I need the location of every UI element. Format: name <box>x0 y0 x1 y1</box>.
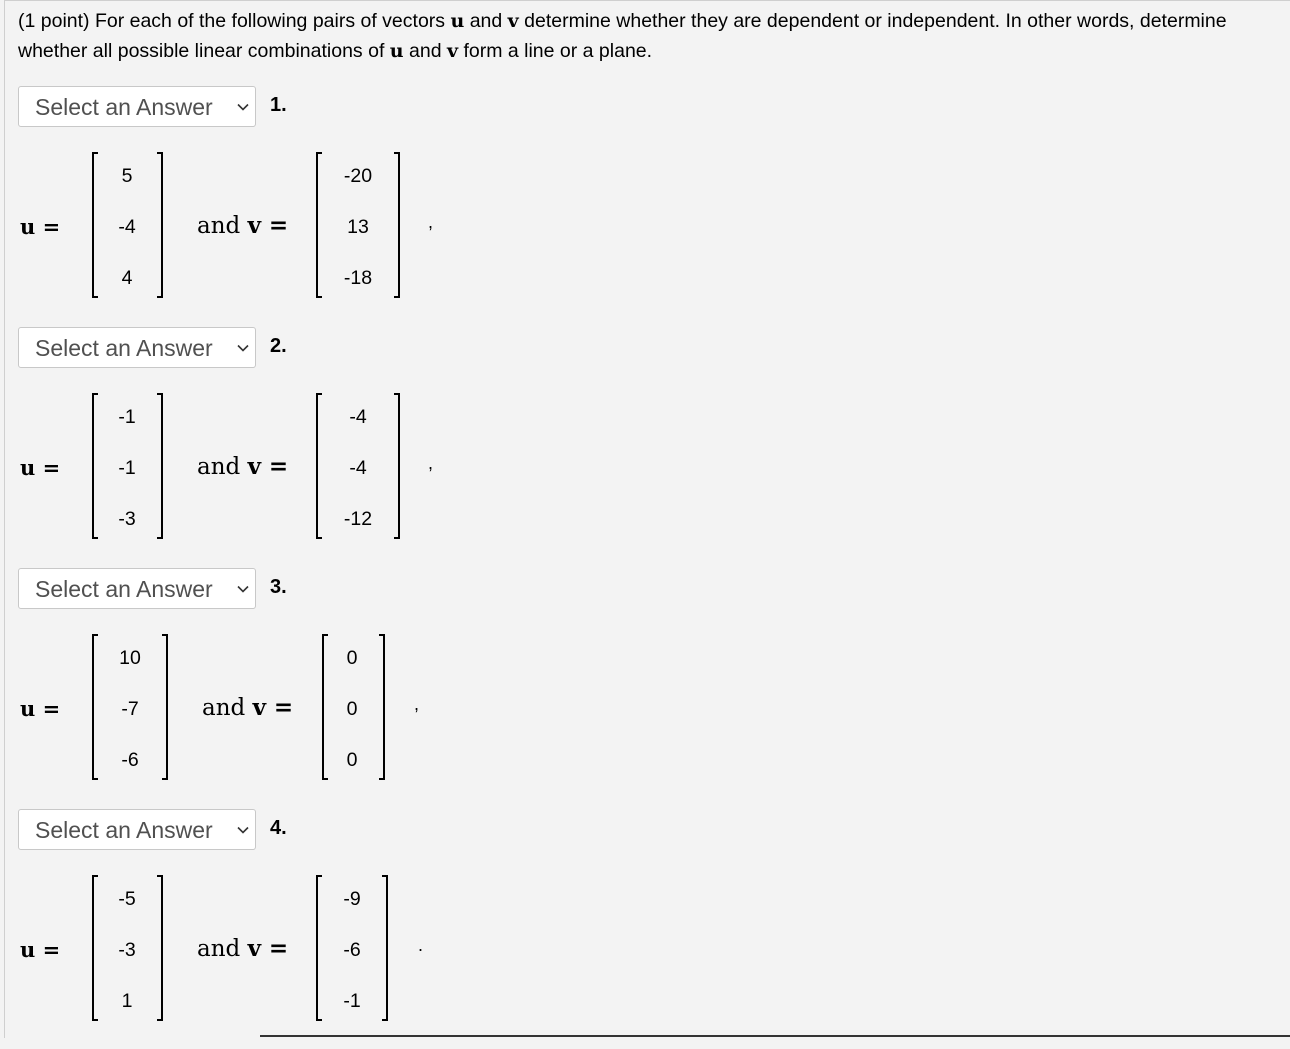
u-component-2: -4 <box>118 216 136 238</box>
problem-3 <box>0 568 1290 808</box>
chevron-down-icon <box>235 581 251 597</box>
answer-select-3-value: Select an Answer <box>35 576 213 602</box>
problem-4 <box>0 809 1290 1049</box>
chevron-down-icon <box>235 822 251 838</box>
problem-statement <box>18 6 1278 66</box>
statement-lead: (1 point) For each of the following pairs of vectors <box>18 10 451 32</box>
v-right-bracket <box>394 393 400 539</box>
u-component-1: -1 <box>118 406 136 428</box>
problem-number: 1. <box>270 94 287 116</box>
u-right-bracket <box>157 152 163 298</box>
chevron-down-icon <box>235 99 251 115</box>
answer-select-4-value: Select an Answer <box>35 817 213 843</box>
trailing-punctuation: , <box>428 453 434 473</box>
v-component-3: -12 <box>343 508 373 530</box>
trailing-punctuation: , <box>414 694 420 714</box>
frame-top-border <box>4 0 1290 1</box>
answer-select-1[interactable] <box>18 86 256 127</box>
v-component-3: -1 <box>343 990 361 1012</box>
vector-u-symbol-2: u <box>389 40 404 62</box>
vector-v-symbol-2: v <box>447 40 459 62</box>
u-right-bracket <box>157 875 163 1021</box>
u-equals-label: u = <box>20 937 61 962</box>
and-v-equals-label: and v = <box>197 212 289 239</box>
u-right-bracket <box>162 634 168 780</box>
v-left-bracket <box>316 393 322 539</box>
answer-select-2[interactable] <box>18 327 256 368</box>
u-component-3: 4 <box>121 267 133 289</box>
v-component-1: -20 <box>343 165 373 187</box>
problem-2 <box>0 327 1290 567</box>
u-equals-label: u = <box>20 696 61 721</box>
and-v-equals-label: and v = <box>202 694 294 721</box>
u-component-3: -3 <box>118 508 136 530</box>
v-component-1: -9 <box>343 888 361 910</box>
answer-select-1-value: Select an Answer <box>35 94 213 120</box>
v-component-3: -18 <box>343 267 373 289</box>
v-component-2: 0 <box>346 698 358 720</box>
problem-number: 3. <box>270 576 287 598</box>
and-v-equals-label: and v = <box>197 453 289 480</box>
statement-tail: form a line or a plane. <box>458 40 653 62</box>
answer-select-2-value: Select an Answer <box>35 335 213 361</box>
u-left-bracket <box>92 634 98 780</box>
v-component-2: -6 <box>343 939 361 961</box>
v-right-bracket <box>394 152 400 298</box>
u-right-bracket <box>157 393 163 539</box>
v-right-bracket <box>379 634 385 780</box>
answer-select-4[interactable] <box>18 809 256 850</box>
chevron-down-icon <box>235 340 251 356</box>
u-component-3: 1 <box>121 990 133 1012</box>
u-component-2: -3 <box>118 939 136 961</box>
u-component-2: -7 <box>121 698 139 720</box>
v-right-bracket <box>382 875 388 1021</box>
u-equals-label: u = <box>20 214 61 239</box>
v-component-2: 13 <box>347 216 369 238</box>
answer-select-3[interactable] <box>18 568 256 609</box>
v-component-1: 0 <box>346 647 358 669</box>
v-component-2: -4 <box>349 457 367 479</box>
u-component-1: 10 <box>119 647 141 669</box>
problem-number: 2. <box>270 335 287 357</box>
u-equals-label: u = <box>20 455 61 480</box>
u-component-2: -1 <box>118 457 136 479</box>
u-component-3: -6 <box>121 749 139 771</box>
u-component-1: 5 <box>121 165 133 187</box>
and-v-equals-label: and v = <box>197 935 289 962</box>
problem-1 <box>0 86 1290 326</box>
trailing-punctuation: . <box>418 935 424 955</box>
statement-and-2: and <box>403 40 447 62</box>
problem-number: 4. <box>270 817 287 839</box>
statement-and: and <box>464 10 508 32</box>
trailing-punctuation: , <box>428 212 434 232</box>
vector-u-symbol: u <box>450 10 465 32</box>
v-component-3: 0 <box>346 749 358 771</box>
u-component-1: -5 <box>118 888 136 910</box>
v-component-1: -4 <box>349 406 367 428</box>
statement-middle: determine whether they are dependent or independent. In other words, determine whether all possible linear combinations of <box>18 10 1227 62</box>
v-left-bracket <box>316 152 322 298</box>
vector-v-symbol: v <box>507 10 519 32</box>
